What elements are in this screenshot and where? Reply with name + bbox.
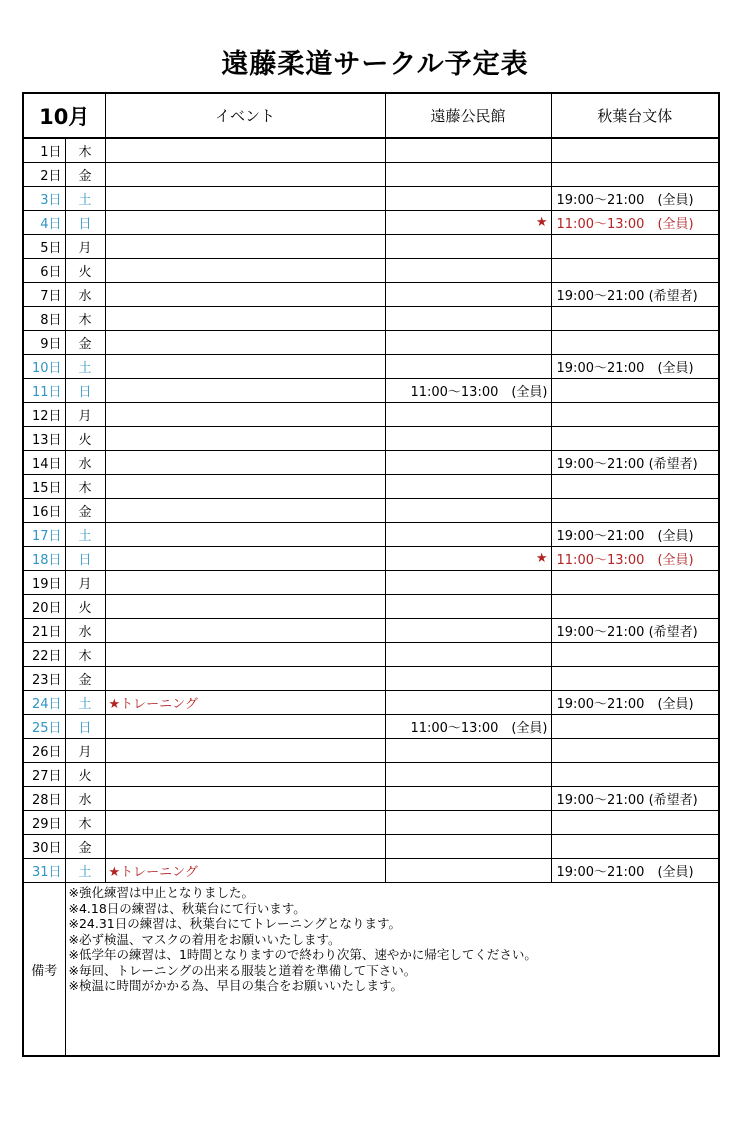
weekday-cell: 木 bbox=[65, 138, 105, 163]
venue2-cell bbox=[551, 763, 719, 787]
table-row bbox=[23, 763, 719, 787]
weekday-cell: 火 bbox=[65, 595, 105, 619]
venue1-cell bbox=[385, 331, 551, 355]
venue1-column-header: 遠藤公民館 bbox=[385, 93, 551, 138]
note-line: ※4.18日の練習は、秋葉台にて行います。 bbox=[68, 900, 306, 916]
day-cell: 4日 bbox=[23, 211, 65, 235]
weekday-cell: 金 bbox=[65, 499, 105, 523]
venue2-cell bbox=[551, 811, 719, 835]
table-row bbox=[23, 211, 719, 235]
event-cell bbox=[105, 163, 385, 187]
venue2-cell bbox=[551, 835, 719, 859]
note-line: ※必ず検温、マスクの着用をお願いいたします。 bbox=[68, 931, 341, 947]
table-row bbox=[23, 379, 719, 403]
day-cell: 24日 bbox=[23, 691, 65, 715]
event-cell bbox=[105, 451, 385, 475]
header-row bbox=[23, 93, 719, 138]
day-cell: 1日 bbox=[23, 138, 65, 163]
note-line: ※強化練習は中止となりました。 bbox=[68, 885, 254, 900]
table-row bbox=[23, 403, 719, 427]
table-row bbox=[23, 571, 719, 595]
day-cell: 19日 bbox=[23, 571, 65, 595]
venue1-cell bbox=[385, 235, 551, 259]
venue2-cell bbox=[551, 331, 719, 355]
venue1-cell bbox=[385, 499, 551, 523]
event-cell bbox=[105, 715, 385, 739]
event-cell bbox=[105, 355, 385, 379]
day-cell: 17日 bbox=[23, 523, 65, 547]
venue2-cell: 11:00〜13:00 (全員) bbox=[551, 547, 719, 571]
event-cell bbox=[105, 427, 385, 451]
venue2-cell bbox=[551, 259, 719, 283]
day-cell: 23日 bbox=[23, 667, 65, 691]
weekday-cell: 日 bbox=[65, 547, 105, 571]
venue1-cell: 11:00〜13:00 (全員) bbox=[385, 379, 551, 403]
page-title: 遠藤柔道サークル予定表 bbox=[221, 49, 529, 80]
table-row bbox=[23, 283, 719, 307]
table-row bbox=[23, 787, 719, 811]
table-row bbox=[23, 138, 719, 163]
venue2-cell bbox=[551, 138, 719, 163]
venue1-cell bbox=[385, 259, 551, 283]
weekday-cell: 土 bbox=[65, 355, 105, 379]
day-cell: 16日 bbox=[23, 499, 65, 523]
venue2-cell bbox=[551, 595, 719, 619]
day-cell: 8日 bbox=[23, 307, 65, 331]
weekday-cell: 土 bbox=[65, 859, 105, 883]
event-cell bbox=[105, 187, 385, 211]
venue2-cell bbox=[551, 163, 719, 187]
day-cell: 31日 bbox=[23, 859, 65, 883]
event-cell bbox=[105, 523, 385, 547]
weekday-cell: 木 bbox=[65, 811, 105, 835]
note-line: ※24.31日の練習は、秋葉台にてトレーニングとなります。 bbox=[68, 916, 402, 931]
venue2-cell bbox=[551, 715, 719, 739]
weekday-cell: 日 bbox=[65, 211, 105, 235]
weekday-cell: 水 bbox=[65, 451, 105, 475]
table-row bbox=[23, 595, 719, 619]
table-row bbox=[23, 475, 719, 499]
event-cell bbox=[105, 667, 385, 691]
table-row bbox=[23, 499, 719, 523]
table-row bbox=[23, 235, 719, 259]
venue2-cell: 19:00〜21:00 (希望者) bbox=[551, 451, 719, 475]
day-cell: 30日 bbox=[23, 835, 65, 859]
table-row bbox=[23, 715, 719, 739]
venue2-cell bbox=[551, 499, 719, 523]
venue1-cell bbox=[385, 475, 551, 499]
table-row bbox=[23, 427, 719, 451]
weekday-cell: 金 bbox=[65, 331, 105, 355]
venue1-cell bbox=[385, 307, 551, 331]
weekday-cell: 日 bbox=[65, 379, 105, 403]
table-row bbox=[23, 259, 719, 283]
venue1-cell bbox=[385, 763, 551, 787]
table-row bbox=[23, 187, 719, 211]
venue1-cell: ★ bbox=[385, 547, 551, 571]
day-cell: 15日 bbox=[23, 475, 65, 499]
venue2-cell bbox=[551, 307, 719, 331]
venue1-cell bbox=[385, 571, 551, 595]
weekday-cell: 木 bbox=[65, 643, 105, 667]
table-row bbox=[23, 331, 719, 355]
venue1-cell bbox=[385, 691, 551, 715]
venue1-cell: ★ bbox=[385, 211, 551, 235]
schedule-body bbox=[23, 138, 719, 883]
event-cell bbox=[105, 475, 385, 499]
event-cell: ★トレーニング bbox=[105, 691, 385, 715]
event-cell bbox=[105, 283, 385, 307]
venue2-cell: 19:00〜21:00 (全員) bbox=[551, 691, 719, 715]
weekday-cell: 土 bbox=[65, 187, 105, 211]
day-cell: 7日 bbox=[23, 283, 65, 307]
weekday-cell: 火 bbox=[65, 259, 105, 283]
venue2-cell bbox=[551, 403, 719, 427]
event-cell bbox=[105, 307, 385, 331]
event-cell bbox=[105, 787, 385, 811]
day-cell: 22日 bbox=[23, 643, 65, 667]
event-cell bbox=[105, 619, 385, 643]
table-row bbox=[23, 667, 719, 691]
venue1-cell bbox=[385, 619, 551, 643]
venue1-cell bbox=[385, 643, 551, 667]
weekday-cell: 月 bbox=[65, 739, 105, 763]
event-cell bbox=[105, 739, 385, 763]
table-row bbox=[23, 355, 719, 379]
venue2-cell bbox=[551, 427, 719, 451]
event-cell bbox=[105, 138, 385, 163]
table-row bbox=[23, 739, 719, 763]
venue2-cell bbox=[551, 571, 719, 595]
venue2-column-header: 秋葉台文体 bbox=[551, 93, 719, 138]
venue2-cell: 19:00〜21:00 (希望者) bbox=[551, 619, 719, 643]
venue2-cell: 19:00〜21:00 (全員) bbox=[551, 523, 719, 547]
table-row bbox=[23, 835, 719, 859]
weekday-cell: 水 bbox=[65, 283, 105, 307]
event-cell bbox=[105, 331, 385, 355]
weekday-cell: 月 bbox=[65, 235, 105, 259]
event-cell bbox=[105, 811, 385, 835]
venue1-cell bbox=[385, 283, 551, 307]
day-cell: 13日 bbox=[23, 427, 65, 451]
venue1-cell bbox=[385, 138, 551, 163]
venue2-cell bbox=[551, 667, 719, 691]
event-cell bbox=[105, 763, 385, 787]
day-cell: 10日 bbox=[23, 355, 65, 379]
day-cell: 25日 bbox=[23, 715, 65, 739]
weekday-cell: 水 bbox=[65, 619, 105, 643]
venue2-cell: 19:00〜21:00 (全員) bbox=[551, 859, 719, 883]
venue1-cell bbox=[385, 427, 551, 451]
event-cell bbox=[105, 835, 385, 859]
weekday-cell: 土 bbox=[65, 523, 105, 547]
day-cell: 2日 bbox=[23, 163, 65, 187]
day-cell: 5日 bbox=[23, 235, 65, 259]
weekday-cell: 木 bbox=[65, 307, 105, 331]
venue2-cell bbox=[551, 235, 719, 259]
venue1-cell bbox=[385, 403, 551, 427]
venue1-cell bbox=[385, 787, 551, 811]
venue2-cell: 19:00〜21:00 (全員) bbox=[551, 355, 719, 379]
day-cell: 18日 bbox=[23, 547, 65, 571]
venue1-cell bbox=[385, 187, 551, 211]
event-cell bbox=[105, 379, 385, 403]
note-line: ※低学年の練習は、1時間となりますので終わり次第、速やかに帰宅してください。 bbox=[68, 947, 537, 962]
weekday-cell: 金 bbox=[65, 835, 105, 859]
table-row bbox=[23, 643, 719, 667]
venue2-cell bbox=[551, 379, 719, 403]
venue1-cell bbox=[385, 667, 551, 691]
venue2-cell: 19:00〜21:00 (希望者) bbox=[551, 283, 719, 307]
event-cell bbox=[105, 571, 385, 595]
table-row bbox=[23, 307, 719, 331]
day-cell: 27日 bbox=[23, 763, 65, 787]
day-cell: 3日 bbox=[23, 187, 65, 211]
note-line: ※毎回、トレーニングの出来る服装と道着を準備して下さい。 bbox=[68, 962, 417, 978]
day-cell: 6日 bbox=[23, 259, 65, 283]
venue2-cell: 19:00〜21:00 (全員) bbox=[551, 187, 719, 211]
venue1-cell bbox=[385, 835, 551, 859]
note-line: ※検温に時間がかかる為、早目の集合をお願いいたします。 bbox=[68, 978, 403, 993]
event-cell bbox=[105, 235, 385, 259]
event-cell: ★トレーニング bbox=[105, 859, 385, 883]
weekday-cell: 月 bbox=[65, 403, 105, 427]
venue2-cell bbox=[551, 643, 719, 667]
venue1-cell bbox=[385, 523, 551, 547]
table-row bbox=[23, 523, 719, 547]
weekday-cell: 金 bbox=[65, 163, 105, 187]
venue2-cell bbox=[551, 739, 719, 763]
table-row bbox=[23, 451, 719, 475]
day-cell: 14日 bbox=[23, 451, 65, 475]
venue1-cell bbox=[385, 451, 551, 475]
day-cell: 26日 bbox=[23, 739, 65, 763]
table-row bbox=[23, 811, 719, 835]
weekday-cell: 土 bbox=[65, 691, 105, 715]
weekday-cell: 木 bbox=[65, 475, 105, 499]
table-row bbox=[23, 859, 719, 883]
table-row bbox=[23, 619, 719, 643]
schedule-table bbox=[22, 92, 720, 1057]
notes-content bbox=[65, 883, 719, 1057]
weekday-cell: 火 bbox=[65, 763, 105, 787]
venue1-cell bbox=[385, 163, 551, 187]
weekday-cell: 水 bbox=[65, 787, 105, 811]
event-cell bbox=[105, 259, 385, 283]
venue1-cell bbox=[385, 595, 551, 619]
event-cell bbox=[105, 499, 385, 523]
day-cell: 29日 bbox=[23, 811, 65, 835]
day-cell: 12日 bbox=[23, 403, 65, 427]
venue2-cell: 19:00〜21:00 (希望者) bbox=[551, 787, 719, 811]
venue1-cell bbox=[385, 355, 551, 379]
venue1-cell bbox=[385, 739, 551, 763]
weekday-cell: 月 bbox=[65, 571, 105, 595]
day-cell: 28日 bbox=[23, 787, 65, 811]
weekday-cell: 日 bbox=[65, 715, 105, 739]
day-cell: 21日 bbox=[23, 619, 65, 643]
day-cell: 9日 bbox=[23, 331, 65, 355]
event-column-header: イベント bbox=[105, 93, 385, 138]
event-cell bbox=[105, 547, 385, 571]
day-cell: 11日 bbox=[23, 379, 65, 403]
venue2-cell: 11:00〜13:00 (全員) bbox=[551, 211, 719, 235]
table-row bbox=[23, 691, 719, 715]
notes-label: 備考 bbox=[23, 883, 65, 1057]
venue1-cell bbox=[385, 811, 551, 835]
month-header: 10月 bbox=[23, 93, 105, 138]
venue1-cell bbox=[385, 859, 551, 883]
weekday-cell: 火 bbox=[65, 427, 105, 451]
notes-row bbox=[23, 883, 719, 1057]
venue1-cell: 11:00〜13:00 (全員) bbox=[385, 715, 551, 739]
event-cell bbox=[105, 595, 385, 619]
table-row bbox=[23, 547, 719, 571]
table-row bbox=[23, 163, 719, 187]
event-cell bbox=[105, 403, 385, 427]
event-cell bbox=[105, 643, 385, 667]
event-cell bbox=[105, 211, 385, 235]
weekday-cell: 金 bbox=[65, 667, 105, 691]
day-cell: 20日 bbox=[23, 595, 65, 619]
venue2-cell bbox=[551, 475, 719, 499]
